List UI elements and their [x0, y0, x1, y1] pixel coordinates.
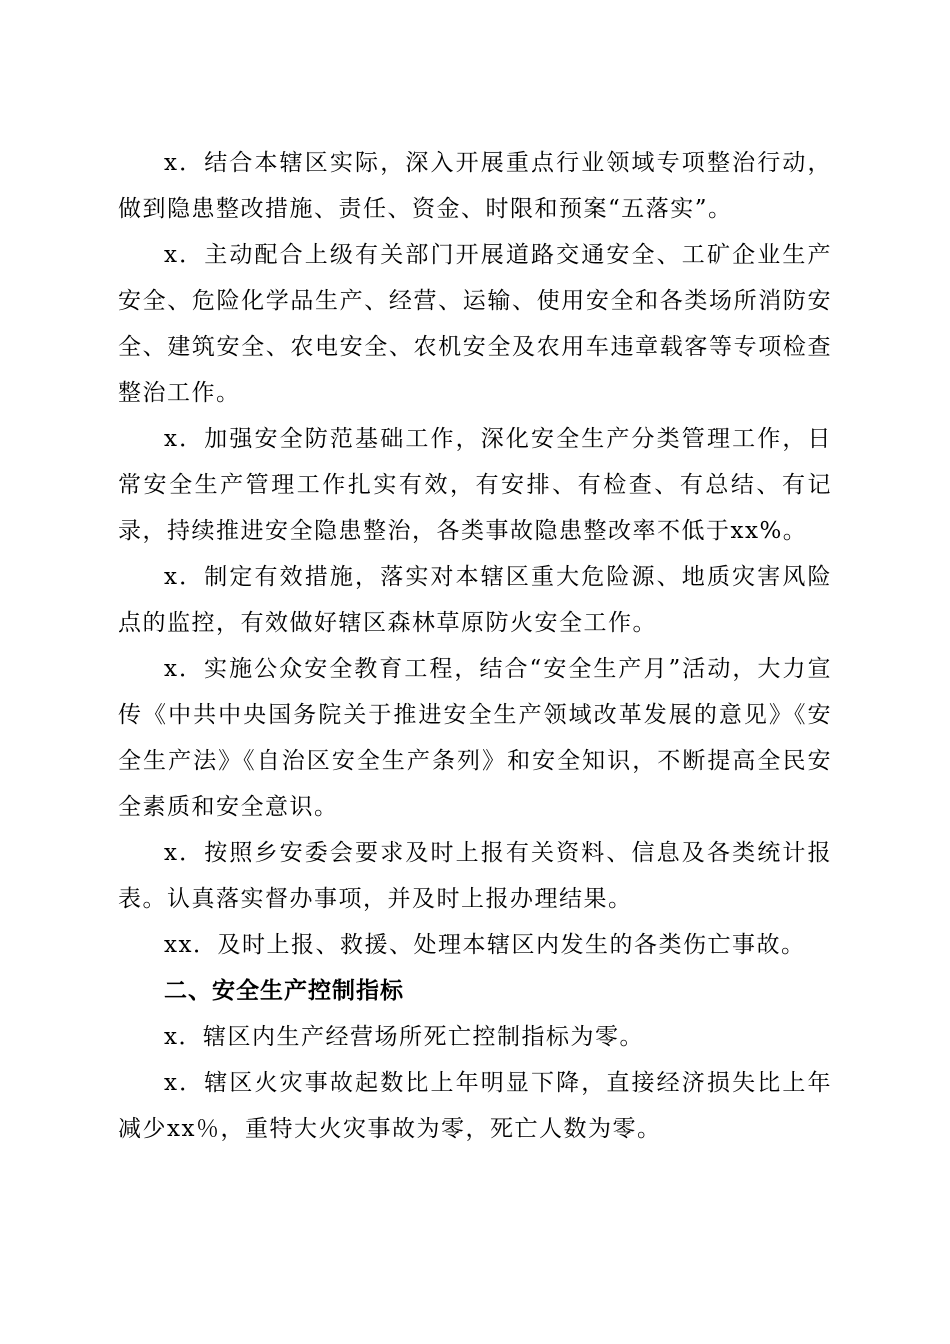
paragraph-7: xx．及时上报、救援、处理本辖区内发生的各类伤亡事故。	[164, 932, 806, 958]
section2-paragraph-2: x．辖区火灾事故起数比上年明显下降，直接经济损失比上年减少xx％，重特大火灾事故为零，死亡人数为零。	[118, 1070, 832, 1142]
paragraph-5: x．实施公众安全教育工程，结合“安全生产月”活动，大力宣传《中共中央国务院关于推进安全生产领域改革发展的意见》《安全生产法》《自治区安全生产条列》和安全知识，不断提高全民安全素质和安全意识。	[118, 656, 832, 820]
paragraph-1: x．结合本辖区实际，深入开展重点行业领域专项整治行动，做到隐患整改措施、责任、资金、时限和预案“五落实”。	[118, 150, 832, 222]
paragraph-3: x．加强安全防范基础工作，深化安全生产分类管理工作，日常安全生产管理工作扎实有效，有安排、有检查、有总结、有记录，持续推进安全隐患整治，各类事故隐患整改率不低于xx%。	[118, 426, 832, 544]
document-body	[118, 140, 832, 1152]
section2-paragraph-1: x．辖区内生产经营场所死亡控制指标为零。	[164, 1024, 644, 1050]
section-heading: 二、安全生产控制指标	[164, 978, 404, 1004]
paragraph-2: x．主动配合上级有关部门开展道路交通安全、工矿企业生产安全、危险化学品生产、经营、运输、使用安全和各类场所消防安全、建筑安全、农电安全、农机安全及农用车违章载客等专项检查整治工作。	[118, 242, 832, 406]
paragraph-4: x．制定有效措施，落实对本辖区重大危险源、地质灾害风险点的监控，有效做好辖区森林草原防火安全工作。	[118, 564, 832, 636]
paragraph-6: x．按照乡安委会要求及时上报有关资料、信息及各类统计报表。认真落实督办事项，并及时上报办理结果。	[118, 840, 832, 912]
